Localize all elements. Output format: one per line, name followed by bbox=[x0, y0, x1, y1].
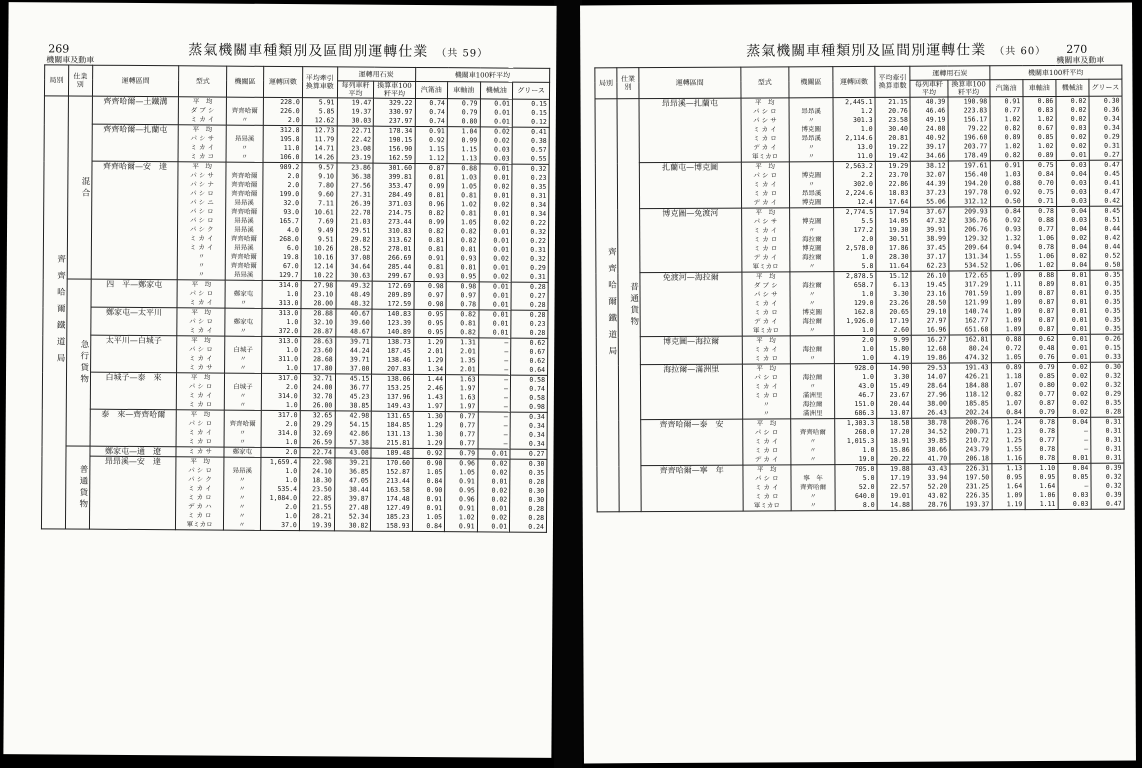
days-cell: 312.8 195.8 11.0 106.0 bbox=[263, 125, 302, 162]
section-cell: 海拉爾—滿洲里 bbox=[640, 364, 742, 420]
coal-per-km-cell: 19.47 19.37 30.03 bbox=[337, 98, 374, 126]
depot-cell: 白城子 〃 〃 bbox=[224, 373, 261, 410]
coal-per-100-cell: 138.73 187.45 138.46 207.83 bbox=[372, 337, 413, 374]
right-page bbox=[580, 3, 1136, 764]
traffic-type-cell: 普通貨物 bbox=[617, 99, 641, 512]
cylinder-oil-cell: 0.88 0.72 1.05 bbox=[991, 335, 1024, 363]
section-cell: 齊齊哈爾—寧 年 bbox=[641, 465, 743, 512]
table-row bbox=[597, 417, 1124, 466]
coal-per-100-cell: 172.69 209.89 172.59 bbox=[372, 281, 413, 309]
avg-cars-cell: 12.73 11.79 14.71 14.26 bbox=[302, 126, 337, 163]
cylinder-oil-cell: 1.30 1.29 1.30 1.29 bbox=[413, 411, 446, 448]
days-cell: 1,659.4 1.0 1.0 535.4 1,084.0 2.0 1.0 37.0 bbox=[260, 457, 300, 530]
header-oil: 機關車100粁平均 bbox=[989, 65, 1121, 80]
grease-cell: 0.30 0.36 0.34 0.34 0.29 0.31 0.27 bbox=[1089, 96, 1123, 160]
axle-oil-cell: 0.82 0.81 0.82 bbox=[446, 310, 479, 338]
days-cell: 228.0 226.0 2.0 bbox=[263, 97, 302, 125]
traffic-type-cell: 普通貨物 bbox=[65, 446, 89, 529]
grease-cell: 0.35 0.35 0.35 0.35 0.35 0.35 0.35 bbox=[1090, 270, 1124, 334]
type-cell: 平 均 パ シ ロ ミ カ イ bbox=[177, 280, 225, 308]
axle-oil-cell: 0.96 1.05 0.91 0.95 0.96 0.91 1.02 0.91 bbox=[444, 459, 477, 532]
table-row bbox=[43, 307, 548, 339]
coal-per-km-cell: 26.10 19.45 23.16 28.50 29.10 27.97 16.96 bbox=[911, 271, 949, 335]
header-depot: 機關區 bbox=[789, 67, 833, 98]
cylinder-oil-cell: 0.95 0.95 0.95 bbox=[413, 309, 446, 337]
machine-oil-cell: 0.02 0.02 0.02 0.03 0.02 0.02 0.01 bbox=[1056, 96, 1089, 160]
coal-per-100-cell: 138.06 153.25 137.96 149.43 bbox=[372, 374, 413, 411]
axle-oil-cell: 0.86 0.83 1.02 0.67 0.85 1.02 0.89 bbox=[1023, 96, 1056, 160]
header-avgCars: 平均牽引換算車數 bbox=[875, 66, 910, 97]
depot-cell: 齊齊哈爾 〃 〃 bbox=[224, 410, 261, 447]
header-days: 運轉回數 bbox=[263, 66, 302, 97]
machine-oil-cell: 0.02 0.02 0.03 0.03 bbox=[480, 127, 513, 164]
axle-oil-cell: 1.04 0.99 1.15 1.13 bbox=[447, 127, 480, 164]
page-title bbox=[746, 39, 1046, 61]
section-cell: 齊齊哈爾—扎蘭屯 bbox=[92, 124, 179, 162]
coal-per-km-cell: 43.43 33.94 52.20 43.02 28.76 bbox=[912, 464, 950, 510]
section-cell: 博克圖—海拉爾 bbox=[640, 336, 742, 365]
machine-oil-cell: — — — — bbox=[478, 375, 511, 412]
coal-per-100-cell: 208.76 200.71 210.72 243.79 206.18 bbox=[949, 418, 991, 464]
bureau-cell: 齊齊哈爾鐵道局 bbox=[41, 96, 68, 529]
avg-cars-cell: 19.29 23.70 22.86 18.83 17.64 bbox=[875, 161, 911, 207]
axle-oil-cell: 0.79 bbox=[445, 449, 478, 459]
header-avgCars: 平均牽引換算車數 bbox=[302, 67, 337, 98]
avg-cars-cell: 19.88 17.19 22.57 19.01 14.88 bbox=[877, 464, 913, 510]
title-text: 蒸氣機關車種類別及區間別運轉仕業 bbox=[188, 42, 429, 61]
type-cell: 平 均 パ シ ロ ミ カ イ ミ カ サ bbox=[177, 336, 225, 373]
section-cell: 鄭家屯—太平川 bbox=[90, 307, 177, 336]
avg-cars-cell: 21.15 20.76 23.58 30.40 20.81 19.22 19.42 bbox=[875, 97, 911, 161]
cylinder-oil-cell: 1.29 2.01 1.29 1.34 bbox=[413, 337, 446, 374]
avg-cars-cell: 22.74 bbox=[300, 448, 335, 458]
days-cell: 317.0 2.0 314.0 1.0 bbox=[261, 410, 300, 447]
machine-oil-cell: 0.01 0.01 0.02 0.01 0.02 0.01 0.02 0.01 0.01 0.01 0.02 0.01 0.02 bbox=[479, 164, 512, 282]
depot-cell: 齊齊哈爾 〃 〃 〃 bbox=[791, 419, 835, 465]
avg-cars-cell: 32.71 24.00 32.78 26.00 bbox=[300, 374, 335, 411]
cylinder-oil-cell: 0.74 0.74 0.74 bbox=[415, 98, 448, 126]
bureau-cell: 齊齊哈爾鐵道局 bbox=[595, 99, 619, 512]
axle-oil-cell: 0.75 0.84 0.70 0.75 0.71 bbox=[1023, 160, 1056, 206]
coal-per-100-cell: 301.60 399.81 353.47 284.49 371.03 214.75 273.44 310.83 313.62 278.01 266.69 285.44 299.67 bbox=[373, 163, 415, 281]
header-section: 運轉區間 bbox=[92, 65, 179, 97]
book-gutter bbox=[554, 0, 582, 768]
coal-per-km-cell: 45.15 36.77 45.23 38.85 bbox=[335, 374, 372, 411]
title-subtitle: （共 60） bbox=[994, 46, 1047, 58]
coal-per-km-cell: 38.78 34.52 39.85 38.66 41.70 bbox=[912, 418, 950, 464]
section-cell: 四 平—鄭家屯 bbox=[91, 279, 178, 308]
machine-oil-cell: 0.04 0.05 — 0.03 0.03 bbox=[1058, 463, 1091, 509]
avg-cars-cell: 28.63 23.60 28.68 17.80 bbox=[300, 337, 335, 374]
days-cell: 313.0 1.0 311.0 1.0 bbox=[261, 336, 300, 373]
section-cell: 齊齊哈爾—泰 安 bbox=[641, 419, 743, 466]
type-cell: 平 均 パ シ ロ パ シ サ ミ カ イ ミ カ ロ デ カ イ 軍ミカロ bbox=[741, 98, 790, 162]
grease-cell: 0.47 0.45 0.41 0.47 0.42 bbox=[1089, 160, 1122, 206]
days-cell: 2,445.1 1.2 301.3 1.0 2,114.6 13.0 11.0 bbox=[833, 97, 875, 161]
machine-oil-cell: 0.03 0.04 0.03 0.03 0.03 bbox=[1056, 160, 1089, 206]
type-cell: ミ カ サ bbox=[176, 447, 224, 457]
coal-per-km-cell: 40.39 46.46 49.19 24.08 40.92 39.17 34.66 bbox=[910, 97, 948, 161]
grease-cell: 0.34 0.34 0.34 0.34 bbox=[510, 412, 547, 449]
days-cell: 928.0 1.0 43.0 46.7 151.0 686.3 bbox=[835, 363, 877, 418]
type-cell: 平 均 パ シ ロ ミ カ イ ミ カ ロ デ カ イ bbox=[741, 162, 790, 208]
grease-cell: 0.41 0.38 0.57 0.55 bbox=[512, 127, 549, 164]
coal-per-km-cell: 22.71 22.42 23.08 23.19 bbox=[337, 126, 374, 163]
section-label: 機關車及動車 bbox=[1056, 55, 1105, 65]
grease-cell: 0.30 0.35 0.28 0.30 0.30 0.28 0.28 0.24 bbox=[509, 459, 546, 532]
machine-oil-cell: — — — — bbox=[478, 338, 511, 375]
coal-per-100-cell: 140.83 123.39 140.89 bbox=[372, 309, 413, 337]
axle-oil-cell: 0.98 0.97 0.78 bbox=[446, 282, 479, 310]
header-bureau: 局別 bbox=[44, 65, 68, 96]
header-oil: 機關車100粁平均 bbox=[415, 67, 550, 82]
coal-per-km-cell: 39.21 36.85 47.05 38.44 39.87 27.48 52.34 30.82 bbox=[334, 458, 371, 531]
header-axle: 車軸油 bbox=[1023, 79, 1056, 96]
header-cyl: 汽筩油 bbox=[415, 81, 448, 98]
type-cell: 平 均 ミ カ イ ミ カ ロ bbox=[742, 336, 791, 364]
avg-cars-cell: 9.99 15.80 4.19 bbox=[876, 335, 911, 363]
days-cell: 313.0 1.0 372.0 bbox=[262, 308, 301, 336]
type-cell: 平 均 パ シ サ ミ カ イ ミ カ ロ ミ カ ロ デ カ イ 軍ミカロ bbox=[741, 208, 790, 272]
header-mach: 機械油 bbox=[480, 82, 513, 99]
section-cell: 昻昻溪—安 達 bbox=[89, 456, 176, 530]
cylinder-oil-cell: 0.91 0.92 1.15 1.12 bbox=[415, 126, 448, 163]
machine-oil-cell: — — — — bbox=[478, 412, 511, 449]
depot-cell: 白城子 〃 〃 bbox=[225, 336, 262, 373]
header-section: 運轉區間 bbox=[639, 67, 741, 99]
title-subtitle: （共 59） bbox=[436, 48, 489, 60]
coal-per-100-cell: 170.60 152.87 213.44 163.58 174.48 127.49 185.23 158.93 bbox=[371, 458, 413, 531]
left-page bbox=[3, 2, 556, 758]
grease-cell: 0.28 0.27 0.28 bbox=[511, 282, 548, 310]
header-mach: 機械油 bbox=[1056, 79, 1089, 96]
table-row bbox=[597, 463, 1124, 512]
avg-cars-cell: 18.58 17.20 18.91 15.86 20.22 bbox=[877, 418, 913, 464]
coal-per-100-cell: 191.43 426.21 184.88 118.12 185.85 202.24 bbox=[949, 363, 991, 418]
header-coalPerKm: 每列車粁平均 bbox=[337, 81, 374, 98]
depot-cell: 鄭家屯 〃 bbox=[225, 280, 262, 308]
grease-cell: 0.32 0.23 0.35 0.31 0.34 0.34 0.22 0.32 0.22 0.31 0.32 0.29 0.31 bbox=[511, 164, 549, 282]
depot-cell: 寧 年 齊齊哈爾 〃 〃 bbox=[791, 465, 835, 511]
depot-cell: 博克圖 〃 海拉爾 博克圖 海拉爾 〃 bbox=[790, 208, 834, 272]
section-cell: 博克圖—免渡河 bbox=[640, 208, 742, 273]
coal-per-km-cell: 42.98 54.15 42.86 57.38 bbox=[335, 411, 372, 448]
axle-oil-cell: 0.88 0.89 0.87 0.87 0.87 0.87 0.87 bbox=[1024, 270, 1057, 334]
coal-per-100-cell: 131.65 184.85 131.13 215.81 bbox=[371, 411, 412, 448]
cylinder-oil-cell: 0.98 0.97 0.98 bbox=[414, 281, 447, 309]
depot-cell: 海拉爾 〃 〃 博克圖 海拉爾 〃 bbox=[790, 272, 834, 336]
type-cell: 平 均 ダ ブ シ パ シ サ ミ カ イ ミ カ ロ デ カ イ 軍ミカロ bbox=[741, 272, 790, 336]
section-cell: 扎蘭屯—博克圖 bbox=[639, 162, 741, 209]
page-number: 270 bbox=[1066, 42, 1088, 56]
avg-cars-cell: 15.12 6.13 3.30 23.26 20.65 17.19 2.60 bbox=[876, 271, 912, 335]
page-number: 269 bbox=[48, 42, 70, 56]
avg-cars-cell: 14.90 3.30 15.49 23.67 20.44 13.07 bbox=[876, 363, 912, 418]
type-cell: 平 均 パ シ サ パ シ ナ パ シ ロ パ シ ニ パ シ ロ パ シ ロ パ シ ク ミ カ イ ミ カ イ 〃 〃 〃 bbox=[178, 162, 226, 280]
machine-oil-cell: 0.01 0.01 0.01 bbox=[479, 282, 512, 310]
depot-cell: 齊齊哈爾 齊齊哈爾 齊齊哈爾 昻昻溪 齊齊哈爾 昻昻溪 昻昻溪 齊齊哈爾 昻昻溪 齊齊哈爾 齊齊哈爾 昻昻溪 bbox=[225, 162, 263, 280]
header-coal: 運轉用石炭 bbox=[337, 67, 415, 82]
cylinder-oil-cell: 0.91 0.77 1.02 0.82 0.89 1.02 0.82 bbox=[990, 97, 1023, 161]
coal-per-100-cell: 209.93 336.76 206.76 129.32 209.64 131.34 534.52 bbox=[948, 207, 990, 271]
section-cell: 白城子—泰 來 bbox=[90, 372, 177, 410]
axle-oil-cell: 0.62 0.48 0.76 bbox=[1024, 334, 1057, 362]
cylinder-oil-cell: 1.13 0.95 1.64 1.09 1.19 bbox=[992, 464, 1025, 510]
avg-cars-cell: 22.98 24.10 18.30 23.50 22.85 21.55 28.21 19.39 bbox=[299, 458, 334, 531]
coal-per-km-cell: 49.32 48.49 48.32 bbox=[336, 281, 373, 309]
coal-per-100-cell: 172.65 317.29 701.59 121.99 140.74 162.77 651.68 bbox=[949, 271, 991, 335]
coal-per-km-cell: 43.08 bbox=[334, 448, 371, 458]
machine-oil-cell: 0.01 0.01 0.01 bbox=[478, 310, 511, 338]
depot-cell: 海拉爾 〃 bbox=[790, 336, 834, 364]
traffic-type-cell: 混合 bbox=[67, 96, 92, 279]
avg-cars-cell: 32.65 29.29 32.69 26.59 bbox=[300, 411, 335, 448]
section-cell: 昻昻溪—扎蘭屯 bbox=[639, 98, 741, 163]
avg-cars-cell: 28.88 32.10 28.87 bbox=[301, 309, 336, 337]
cylinder-oil-cell: 1.44 2.46 1.43 1.97 bbox=[413, 374, 446, 411]
machine-oil-cell: 0.01 bbox=[478, 449, 511, 459]
grease-cell: 0.26 0.15 0.33 bbox=[1090, 334, 1123, 362]
header-coalPerKm: 每列車粁平均 bbox=[910, 80, 948, 97]
coal-per-100-cell: 162.81 80.24 474.32 bbox=[949, 335, 991, 363]
coal-per-100-cell: 226.31 197.50 231.25 226.35 193.37 bbox=[950, 464, 992, 510]
coal-per-100-cell: 190.98 223.83 156.17 79.22 196.60 203.77 178.49 bbox=[948, 97, 990, 161]
depot-cell: 昻昻溪 〃 〃 bbox=[226, 125, 263, 162]
type-cell: 平 均 パ シ ロ ミ カ イ ミ カ ロ bbox=[177, 373, 225, 410]
cylinder-oil-cell: 0.90 1.05 0.84 0.90 0.91 0.91 1.05 0.84 bbox=[412, 458, 445, 531]
coal-per-100-cell: 189.48 bbox=[371, 448, 412, 458]
traffic-type-cell: 急行貨物 bbox=[66, 279, 91, 446]
coal-per-km-cell: 16.27 12.68 19.86 bbox=[912, 335, 950, 363]
header-type: 型式 bbox=[740, 67, 789, 98]
header-depot: 機關區 bbox=[226, 66, 263, 97]
axle-oil-cell: 0.79 0.85 0.80 0.77 0.87 0.79 bbox=[1024, 362, 1057, 417]
header-coalPer100: 換算車100粁平均 bbox=[374, 81, 415, 98]
header-axle: 車軸油 bbox=[448, 82, 481, 99]
cylinder-oil-cell: 0.84 0.92 0.93 1.32 0.94 1.55 1.06 bbox=[990, 207, 1023, 271]
axle-oil-cell: 0.77 0.77 0.77 0.77 bbox=[445, 412, 478, 449]
days-cell: 2.0 1.0 1.0 bbox=[834, 335, 876, 363]
coal-per-km-cell: 29.53 14.07 28.64 27.96 38.00 26.43 bbox=[912, 363, 950, 418]
depot-cell: 昻昻溪 〃 〃 〃 〃 〃 〃 bbox=[223, 457, 260, 530]
table-row bbox=[596, 270, 1123, 337]
section-cell: 泰 來—齊齊哈爾 bbox=[90, 409, 177, 447]
machine-oil-cell: 0.04 0.03 0.04 0.02 0.04 0.02 0.04 bbox=[1056, 206, 1089, 270]
type-cell: 平 均 パ シ サ ミ カ イ ミ カ コ bbox=[178, 125, 226, 162]
grease-cell: 0.30 0.32 0.32 0.29 0.35 0.28 bbox=[1090, 362, 1123, 417]
section-label: 機關車及動車 bbox=[46, 55, 95, 65]
section-cell: 齊齊哈爾—安 達 bbox=[91, 161, 179, 280]
axle-oil-cell: 1.63 1.97 1.63 1.97 bbox=[445, 375, 478, 412]
grease-cell: 0.15 0.15 0.12 bbox=[512, 99, 549, 127]
section-cell: 鄭家屯—通 遼 bbox=[90, 446, 177, 457]
table-row bbox=[44, 96, 549, 128]
axle-oil-cell: 0.79 0.79 0.80 bbox=[447, 99, 480, 127]
grease-cell: 0.27 bbox=[510, 449, 547, 459]
header-days: 運轉回數 bbox=[833, 66, 875, 97]
days-cell: 1,303.3 268.0 1,015.3 1.0 19.0 bbox=[835, 418, 877, 464]
depot-cell: 齊齊哈爾 〃 bbox=[226, 97, 263, 125]
days-cell: 989.2 2.0 2.0 199.0 32.0 93.0 165.7 4.0 268.0 6.0 19.8 67.0 129.7 bbox=[262, 162, 302, 280]
machine-oil-cell: 0.02 0.02 0.02 0.02 0.02 0.02 bbox=[1057, 362, 1090, 417]
depot-cell: 海拉爾 〃 滿洲里 海拉爾 滿洲里 bbox=[790, 364, 834, 419]
avg-cars-cell: 9.57 9.10 7.80 9.60 7.11 10.61 7.69 9.49 9.51 10.26 10.16 12.14 10.22 bbox=[301, 163, 336, 281]
machine-oil-cell: 0.01 0.01 0.01 0.01 0.01 0.01 0.01 bbox=[1057, 270, 1090, 334]
header-grease: グリース bbox=[1089, 79, 1122, 96]
grease-cell: 0.31 0.31 0.31 0.31 0.31 bbox=[1091, 417, 1124, 463]
depot-cell: 鄭家屯 bbox=[224, 447, 261, 457]
coal-per-km-cell: 40.67 39.60 48.67 bbox=[335, 309, 372, 337]
days-cell: 2,563.2 2.2 302.0 2,224.6 12.4 bbox=[833, 161, 875, 207]
machine-oil-cell: 0.01 0.01 0.01 bbox=[480, 99, 513, 127]
axle-oil-cell: 0.78 0.78 0.77 0.78 0.78 bbox=[1024, 417, 1057, 463]
machine-oil-cell: 0.02 0.02 0.01 0.02 0.02 0.01 0.02 0.01 bbox=[477, 459, 510, 532]
header-trafficType: 仕業別 bbox=[68, 65, 92, 96]
coal-per-km-cell: 23.86 36.38 27.56 27.31 26.39 22.78 21.03 29.51 29.82 28.52 37.08 34.64 30.63 bbox=[336, 163, 374, 281]
type-cell: 平 均 パ シ ロ ミ カ イ ミ カ ロ デ カ イ bbox=[742, 419, 791, 465]
coal-per-100-cell: 178.34 190.15 156.90 162.59 bbox=[373, 126, 414, 163]
axle-oil-cell: 1.10 0.95 1.64 1.06 1.11 bbox=[1025, 463, 1058, 509]
grease-cell: 0.62 0.67 0.62 0.64 bbox=[511, 338, 548, 375]
cylinder-oil-cell: 1.24 1.23 1.25 1.55 1.16 bbox=[991, 418, 1024, 464]
coal-per-km-cell: 37.67 47.32 39.91 38.99 37.45 37.17 62.23 bbox=[911, 207, 949, 271]
avg-cars-cell: 5.91 5.85 12.62 bbox=[302, 98, 337, 126]
table-row bbox=[41, 456, 546, 533]
header-grease: グリース bbox=[513, 82, 550, 99]
type-cell: 平 均 パ シ ロ ミ カ イ bbox=[177, 308, 225, 336]
cylinder-oil-cell: 0.92 bbox=[413, 448, 446, 458]
cylinder-oil-cell: 0.89 1.18 1.07 0.82 1.07 0.84 bbox=[991, 363, 1024, 418]
header-trafficType: 仕業別 bbox=[617, 68, 639, 99]
grease-cell: 0.39 0.32 0.32 0.39 0.47 bbox=[1091, 463, 1124, 509]
coal-per-100-cell: 197.61 156.40 194.20 197.78 312.12 bbox=[948, 161, 990, 207]
type-cell: 平 均 パ シ ロ ミ カ イ ミ カ ロ 軍ミカロ bbox=[742, 465, 791, 511]
depot-cell: 博克圖 〃 昻昻溪 博克圖 bbox=[789, 162, 833, 208]
coal-per-100-cell: 329.22 330.97 237.97 bbox=[374, 98, 415, 126]
axle-oil-cell: 0.78 0.88 0.77 1.06 0.78 1.06 1.02 bbox=[1023, 206, 1056, 270]
machine-oil-cell: 0.01 0.01 0.01 bbox=[1057, 334, 1090, 362]
title-text: 蒸氣機關車種類別及區間別運轉仕業 bbox=[746, 42, 987, 60]
type-cell: 平 均 パ シ ロ パ シ ク ミ カ イ ミ カ ロ デ カ ハ ミ カ ロ 軍ミカロ bbox=[176, 457, 224, 530]
axle-oil-cell: 0.88 1.03 1.05 0.81 1.02 0.81 1.05 0.82 0.82 0.81 0.93 0.81 0.95 bbox=[446, 164, 479, 282]
grease-cell: 0.28 0.23 0.28 bbox=[511, 310, 548, 338]
machine-oil-cell: 0.04 — — — 0.01 bbox=[1057, 417, 1090, 463]
depot-cell: 鄭家屯 〃 bbox=[225, 308, 262, 336]
section-cell: 太平川—白城子 bbox=[90, 335, 177, 373]
table-row bbox=[43, 279, 548, 311]
days-cell: 2,878.5 658.7 1.0 129.0 162.8 1,926.0 1.0 bbox=[834, 271, 876, 335]
axle-oil-cell: 1.31 2.01 1.35 2.01 bbox=[446, 338, 479, 375]
section-cell: 免渡河—海拉爾 bbox=[640, 272, 742, 337]
table-row bbox=[595, 160, 1122, 209]
depot-cell: 昻昻溪 〃 博克圖 昻昻溪 〃 〃 bbox=[789, 98, 833, 162]
cylinder-oil-cell: 0.91 1.03 0.88 0.92 0.50 bbox=[990, 161, 1023, 207]
header-bureau: 局別 bbox=[595, 68, 617, 99]
table-row bbox=[596, 206, 1123, 273]
type-cell: 平 均 パ シ ロ ミ カ イ ミ カ ロ 〃 〃 bbox=[742, 364, 791, 419]
avg-cars-cell: 17.94 14.05 19.30 30.51 17.86 28.30 11.64 bbox=[876, 207, 912, 271]
header-coalPer100: 換算車100粁平均 bbox=[948, 80, 990, 97]
days-cell: 314.0 1.0 313.0 bbox=[262, 280, 301, 308]
days-cell: 2,774.5 5.5 177.2 2.0 2,578.0 1.0 5.8 bbox=[834, 207, 876, 271]
coal-per-km-cell: 39.71 44.24 39.71 37.00 bbox=[335, 337, 372, 374]
type-cell: 平 均 パ シ ロ ミ カ イ ミ カ ロ bbox=[176, 410, 224, 447]
table-row bbox=[42, 409, 547, 450]
avg-cars-cell: 27.98 23.10 28.00 bbox=[301, 281, 336, 309]
cylinder-oil-cell: 1.09 1.11 1.09 1.09 1.09 1.09 1.09 bbox=[991, 271, 1024, 335]
section-cell: 齊齊哈爾—土鐵溝 bbox=[92, 96, 179, 125]
statistics-table bbox=[594, 65, 1124, 513]
days-cell: 705.0 5.0 52.0 640.0 8.0 bbox=[835, 464, 877, 510]
cylinder-oil-cell: 0.87 0.81 0.99 0.81 0.96 0.82 0.99 0.82 0.81 0.81 0.91 0.81 0.93 bbox=[414, 163, 447, 281]
table-row bbox=[595, 96, 1122, 163]
grease-cell: 0.45 0.51 0.44 0.42 0.44 0.52 0.50 bbox=[1089, 206, 1123, 270]
coal-per-km-cell: 38.12 32.07 44.39 37.23 55.06 bbox=[911, 161, 949, 207]
days-cell: 317.0 2.0 314.0 1.0 bbox=[261, 373, 300, 410]
page-title bbox=[188, 39, 488, 61]
table-row bbox=[42, 372, 547, 413]
statistics-table bbox=[41, 64, 550, 533]
header-coal: 運轉用石炭 bbox=[910, 66, 989, 80]
table-row bbox=[43, 161, 549, 283]
type-cell: 平 均 ダ ブ シ ミ カ イ bbox=[179, 97, 227, 125]
table-row bbox=[596, 362, 1123, 420]
table-row bbox=[44, 124, 549, 165]
header-type: 型式 bbox=[179, 66, 227, 97]
table-row bbox=[596, 334, 1123, 365]
header-cyl: 汽筩油 bbox=[990, 80, 1023, 97]
table-row bbox=[43, 335, 548, 376]
days-cell: 2.0 bbox=[261, 447, 300, 457]
grease-cell: 0.58 0.74 0.58 0.98 bbox=[510, 375, 547, 412]
